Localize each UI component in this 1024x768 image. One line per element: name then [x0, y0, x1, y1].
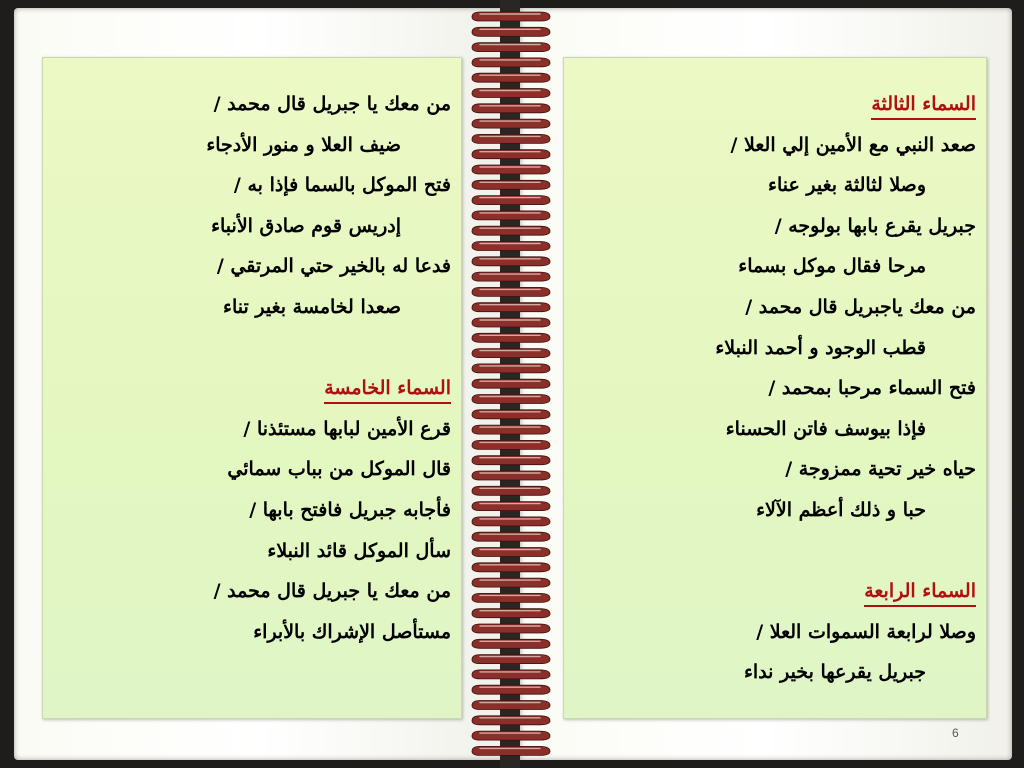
spiral-ring [472, 257, 550, 266]
spiral-ring [472, 532, 550, 541]
section-heading-text: السماء الخامسة [324, 374, 451, 404]
spiral-ring [472, 731, 550, 740]
poem-line: من معك يا جبريل قال محمد / [213, 580, 451, 603]
spiral-ring [472, 746, 550, 755]
spiral-binding [466, 0, 556, 768]
spiral-ring [472, 165, 550, 174]
blank-line [53, 328, 451, 369]
spiral-ring [472, 196, 550, 205]
spiral-ring [472, 655, 550, 664]
poem-line: فإذا بيوسف فاتن الحسناء [725, 417, 926, 440]
spiral-ring [472, 716, 550, 725]
section-heading [53, 368, 451, 409]
page-number: 6 [952, 726, 959, 740]
poem-line: فتح الموكل بالسما فإذا به / [233, 174, 451, 197]
spiral-ring [472, 548, 550, 557]
spiral-ring [472, 134, 550, 143]
spiral-ring [472, 395, 550, 404]
spiral-ring [472, 303, 550, 312]
spiral-ring [472, 27, 550, 36]
poem-line: صعدا لخامسة بغير تناء [223, 295, 401, 318]
spiral-ring [472, 517, 550, 526]
right-poem-lines [574, 84, 976, 693]
spiral-ring [472, 242, 550, 251]
spiral-ring [472, 639, 550, 648]
poem-line: قطب الوجود و أحمد النبلاء [715, 336, 926, 359]
poem-line: حياه خير تحية ممزوجة / [785, 458, 976, 481]
spiral-ring [472, 150, 550, 159]
spiral-ring [472, 318, 550, 327]
spiral-ring [472, 379, 550, 388]
section-heading [574, 571, 976, 612]
poem-line: حبا و ذلك أعظم الآلاء [756, 498, 926, 521]
spiral-ring [472, 502, 550, 511]
spiral-ring [472, 58, 550, 67]
spiral-ring [472, 486, 550, 495]
spiral-ring [472, 456, 550, 465]
left-poem-lines [53, 84, 451, 652]
poem-line: وصلا لثالثة بغير عناء [768, 174, 926, 197]
poem-line: فدعا له بالخير حتي المرتقي / [216, 255, 451, 278]
section-heading-text: السماء الرابعة [864, 577, 976, 607]
spiral-ring [472, 43, 550, 52]
spiral-ring [472, 425, 550, 434]
spiral-ring [472, 180, 550, 189]
spiral-ring [472, 287, 550, 296]
poem-line: من معك ياجبريل قال محمد / [745, 295, 976, 318]
poem-line: من معك يا جبريل قال محمد / [213, 93, 451, 115]
spiral-ring [472, 349, 550, 358]
poem-line: ضيف العلا و منور الأدجاء [206, 133, 401, 156]
blank-line [574, 531, 976, 572]
spiral-ring [472, 333, 550, 342]
poem-line: مرحا فقال موكل بسماء [738, 255, 926, 278]
spiral-ring [472, 73, 550, 82]
spiral-ring [472, 670, 550, 679]
spiral-ring [472, 89, 550, 98]
poem-line: وصلا لرابعة السموات العلا / [756, 620, 976, 643]
spiral-ring [472, 701, 550, 710]
spiral-ring [472, 563, 550, 572]
spiral-ring [472, 410, 550, 419]
right-poem-panel [563, 57, 987, 719]
spiral-ring [472, 226, 550, 235]
poem-line: قال الموكل من بباب سمائي [227, 458, 451, 481]
section-heading [574, 84, 976, 125]
spiral-ring [472, 609, 550, 618]
poem-line: صعد النبي مع الأمين إلي العلا / [730, 133, 976, 156]
poem-line: قرع الأمين لبابها مستئذنا / [243, 417, 451, 440]
spiral-ring [472, 119, 550, 128]
spiral-ring [472, 364, 550, 373]
poem-line: فتح السماء مرحبا بمحمد / [768, 377, 976, 400]
spiral-ring [472, 624, 550, 633]
section-heading-text: السماء الثالثة [871, 90, 976, 120]
poem-line: جبريل يقرعها بخير نداء [744, 661, 926, 684]
left-poem-panel [42, 57, 462, 719]
spiral-ring [472, 272, 550, 281]
poem-line: سأل الموكل قائد النبلاء [267, 539, 451, 562]
spiral-ring [472, 471, 550, 480]
poem-line: مستأصل الإشراك بالأبراء [253, 620, 451, 643]
spiral-ring [472, 578, 550, 587]
spiral-ring [472, 12, 550, 21]
spiral-ring [472, 685, 550, 694]
poem-line: فأجابه جبريل فافتح بابها / [249, 498, 451, 521]
spiral-ring [472, 104, 550, 113]
spiral-ring [472, 211, 550, 220]
spiral-ring [472, 440, 550, 449]
poem-line: جبريل يقرع بابها بولوجه / [774, 214, 976, 237]
poem-line: إدريس قوم صادق الأنباء [211, 214, 401, 237]
spiral-ring [472, 593, 550, 602]
